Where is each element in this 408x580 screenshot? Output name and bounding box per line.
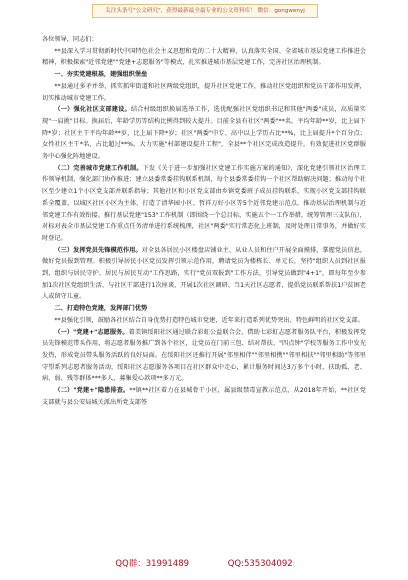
paragraph (42, 245, 366, 304)
contact-footer (0, 556, 408, 572)
paragraph-text: 着美镇绥阳社区通过联合彩虹公益联合会，借助七彩虹志愿者服务队平台，积极发挥党员先锋模范带头作用，将志愿者服务推广到各个社区，让党员在门前三包、结对帮扶、"四点钟"学校等服务工作中发光发热，形成党员带头服务活跃的良好局面。在绥阳社区还推行开展"邻里相伴""邻里相携""邻里相扶""邻里相助"等邻里守望系列志愿者服务活动，绥阳社区志愿服务各项目在社区群众中走心，累计服务时间达3万多个小时，扶助孤、老、病、弱、残等群体***多人，募集爱心款项**多万元。 (42, 328, 366, 383)
qq-number: QQ:535304092 (227, 559, 293, 569)
paragraph-lead: （二）完善城市党建工作机制。 (54, 164, 143, 172)
paragraph (42, 104, 366, 163)
section-heading-text: 二、打造特色党建，发挥部门优势 (54, 305, 148, 313)
qq-group: QQ群：31991489 (115, 559, 190, 569)
paragraph-text: 对全县各居民小区楼盘店铺业主、从业人员和住户开展全面摸排，掌握党员信息，做好党员报到管理。积极引导居民小区党员发挥引领示范作用，聘请党员为楼栋长、单元长，坚持"组织人员到社区报到，组织与居民守护、居民与居民互动"工作思路，实行"党员双报到"工作方法，引导党员做到"4+1"，即每年至少参加1次社区党组织生活、与社区干部进行1次座谈、开展1次社区调研、当1天社区志愿者，提倡党员联系帮扶1户贫困老人或留守儿童。 (42, 246, 367, 301)
paragraph-lead: （二）"党建+"隐患排查。 (54, 387, 130, 395)
document-body (42, 34, 366, 409)
paragraph (42, 81, 366, 104)
paragraph (42, 46, 366, 69)
paragraph (42, 327, 366, 386)
paragraph-text: **镇**社区着力在县城骨干小区，属县级禁毒宣教示范点，从2018年开始，**社区党支部就与县公安局城关派出所党支部签 (42, 387, 366, 406)
paragraph-lead: （一）强化社区支部建设。 (54, 106, 131, 114)
paragraph-text: **县通过多矛并举，抓实抓牢街道和社区两级党组织，提升社区党建工作，推动社区党组织和党员干部作用发挥，切实推动城市党建工作。 (42, 82, 366, 102)
section-heading-text: 一、夯实党建根基，建强组织堡垒 (54, 71, 148, 79)
promo-banner[interactable]: 关注头条号"公文研究"，获得最新最全最专业的公文资料库！ 微信：gongwenyj (92, 4, 318, 18)
paragraph-text: 结合村级组织换届选举工作，选优配强社区党组织书记和其他"两委"成员，高质量实现"一肩挑"目标。换届后，年龄学历等结构比例得到较大提升。目前全县有社区"两委"**名，平均年龄**岁，比上届下降*岁；社区主干平均年龄**岁，比上届下降*岁；社区"两委"中专、高中以上学历占比**%，比上届提升*个百分点；女性社区主干*名，占比超过**%。大力实施"村部建设提升工程"，全县**个社区完成改造提升，有效促进社区党群服务中心强化阵地建设。 (42, 106, 366, 161)
paragraph-text: 下发《关于进一步加强社区党建工作实施方案的通知》，深化党建引领社区治理工作领导机制，强化部门协作推进；建立县委常委挂钩联系机制，每个县委常委挂钩一个社区帮助解决问题；推动每个社区至少建立1个小区党支部并联系指导；其他社区和小区党支部由乡镇党委班子成员挂钩联系，实现小区党支部挂钩联系全覆盖，以城区社区小区为主体，打造了清华园小区、哲祥万好小区等5个近邻党建示范点，推动基层治理机制与近邻党建工作有效衔接。推行基层党建"153"工作机制（即围绕一个总目标，实施五个一工作举措，统筹管理三支队伍），对标对表全市基层党建工作重点任务清单进行系统梳理，社区"两委"实行常态化上班制，及时处理日常事务，并做好实时登记。 (42, 164, 367, 242)
paragraph-text: **县深入学习贯彻新时代中国特色社会主义思想和党的二十大精神，认真落实全国、全省城市基层党建工作推进会精神，积极探索"近邻党建""党建+志愿服务"等模式，扎实推进城市基层党建工作，完善社区治理机制。 (42, 47, 366, 67)
paragraph (42, 163, 366, 245)
paragraph (42, 315, 366, 327)
greeting: 各位领导，同志们： (42, 36, 98, 43)
paragraph-text: **县强化引领，鼓励各社区结合自身优势打造特色城市党建，近年来打造系列优势突出、特色鲜明的社区党支部。 (54, 316, 364, 324)
section-heading-1 (42, 69, 366, 81)
paragraph (42, 385, 366, 408)
paragraph-lead: （一）"党建+"志愿服务。 (54, 328, 129, 336)
paragraph-lead: （三）发挥党员先锋模范作用。 (54, 246, 142, 254)
section-heading-2 (42, 303, 366, 315)
